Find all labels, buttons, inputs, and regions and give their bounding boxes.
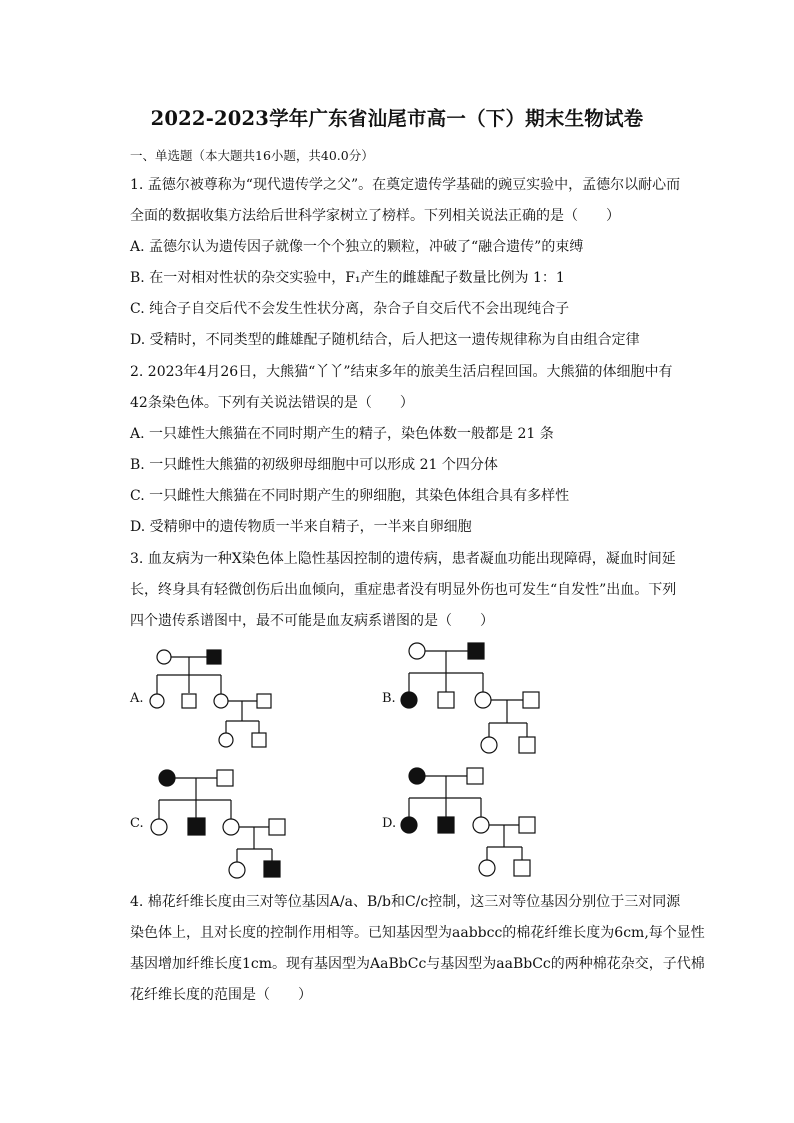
pedigree-d-husband xyxy=(519,817,535,833)
pedigree-d-daughter-affected xyxy=(401,817,417,833)
pedigree-c-grandson-affected xyxy=(264,861,280,877)
pedigree-d-son-affected xyxy=(438,817,454,833)
pedigree-b xyxy=(395,640,555,760)
q2-option-d: D. 受精卵中的遗传物质一半来自精子，一半来自卵细胞 xyxy=(130,519,472,535)
q3-stem-line-3: 四个遗传系谱图中，最不可能是血友病系谱图的是（ ） xyxy=(130,613,494,629)
q4-stem-line-4: 花纤维长度的范围是（ ） xyxy=(130,987,312,1003)
pedigree-c-daughter xyxy=(151,819,167,835)
pedigree-c-husband xyxy=(269,819,285,835)
q3-stem-line-1: 3. 血友病为一种X染色体上隐性基因控制的遗传病，患者凝血功能出现障碍，凝血时间延 xyxy=(130,551,676,567)
q3-stem-line-2: 长，终身具有轻微创伤后出血倾向，重症患者没有明显外伤也可发生“自发性”出血。下列 xyxy=(130,582,677,598)
pedigree-a-daughter xyxy=(150,694,164,708)
pedigree-c-daughter xyxy=(223,819,239,835)
pedigree-label-d: D. xyxy=(382,816,397,831)
q1-stem-line-2: 全面的数据收集方法给后世科学家树立了榜样。下列相关说法正确的是（ ） xyxy=(130,208,620,224)
pedigree-label-c: C. xyxy=(130,816,144,831)
pedigree-c-son-affected xyxy=(188,818,205,835)
pedigree-a-father-affected xyxy=(207,650,221,664)
pedigree-c xyxy=(145,765,295,885)
page-title: 2022-2023学年广东省汕尾市高一（下）期末生物试卷 xyxy=(150,107,644,130)
pedigree-b-grandson xyxy=(519,737,535,753)
pedigree-c-granddaughter xyxy=(229,862,245,878)
q2-option-b: B. 一只雌性大熊猫的初级卵母细胞中可以形成 21 个四分体 xyxy=(130,457,498,473)
q1-option-c: C. 纯合子自交后代不会发生性状分离，杂合子自交后代不会出现纯合子 xyxy=(130,301,570,317)
pedigree-label-a: A. xyxy=(130,691,144,706)
pedigree-c-mother-affected xyxy=(159,770,175,786)
pedigree-d-mother-affected xyxy=(409,768,425,784)
pedigree-a-daughter xyxy=(214,694,228,708)
pedigree-a-mother xyxy=(157,650,171,664)
q1-option-d: D. 受精时，不同类型的雌雄配子随机结合，后人把这一遗传规律称为自由组合定律 xyxy=(130,332,640,348)
pedigree-b-husband xyxy=(523,692,539,708)
q4-stem-line-3: 基因增加纤维长度1cm。现有基因型为AaBbCc与基因型为aaBbCc的两种棉花杂交，子代棉 xyxy=(130,956,705,972)
pedigree-b-granddaughter xyxy=(481,737,497,753)
pedigree-c-father xyxy=(217,770,233,786)
pedigree-a-son xyxy=(182,694,196,708)
pedigree-label-b: B. xyxy=(382,691,396,706)
pedigree-d-granddaughter xyxy=(479,860,495,876)
pedigree-d-grandson xyxy=(514,860,530,876)
pedigree-a-grandson xyxy=(252,733,266,747)
pedigree-b-daughter xyxy=(475,692,491,708)
pedigree-d-daughter xyxy=(473,817,489,833)
q1-stem-line-1: 1. 孟德尔被尊称为“现代遗传学之父”。在奠定遗传学基础的豌豆实验中，孟德尔以耐心而 xyxy=(130,177,681,193)
pedigree-a-granddaughter xyxy=(219,733,233,747)
pedigree-a xyxy=(140,645,280,755)
q1-option-b: B. 在一对相对性状的杂交实验中，F₁产生的雌雄配子数量比例为 1：1 xyxy=(130,270,565,286)
q2-option-c: C. 一只雌性大熊猫在不同时期产生的卵细胞，其染色体组合具有多样性 xyxy=(130,488,570,504)
q4-stem-line-1: 4. 棉花纤维长度由三对等位基因A/a、B/b和C/c控制，这三对等位基因分别位于三对同源 xyxy=(130,894,681,910)
q2-stem-line-1: 2. 2023年4月26日，大熊猫“丫丫”结束多年的旅美生活启程回国。大熊猫的体细胞中有 xyxy=(130,364,673,380)
pedigree-b-father-affected xyxy=(468,643,484,659)
pedigree-b-son xyxy=(438,692,454,708)
q2-option-a: A. 一只雄性大熊猫在不同时期产生的精子，染色体数一般都是 21 条 xyxy=(130,426,554,442)
pedigree-d xyxy=(395,763,545,883)
pedigree-d-father xyxy=(467,768,483,784)
section-heading: 一、单选题（本大题共16小题，共40.0分） xyxy=(130,148,374,163)
pedigree-b-daughter-affected xyxy=(401,692,417,708)
pedigree-a-husband xyxy=(257,694,271,708)
q4-stem-line-2: 染色体上，且对长度的控制作用相等。已知基因型为aabbcc的棉花纤维长度为6cm,每个显性 xyxy=(130,925,705,941)
pedigree-b-mother xyxy=(409,643,425,659)
q2-stem-line-2: 42条染色体。下列有关说法错误的是（ ） xyxy=(130,395,414,411)
q1-option-a: A. 孟德尔认为遗传因子就像一个个独立的颗粒，冲破了“融合遗传”的束缚 xyxy=(130,239,584,255)
